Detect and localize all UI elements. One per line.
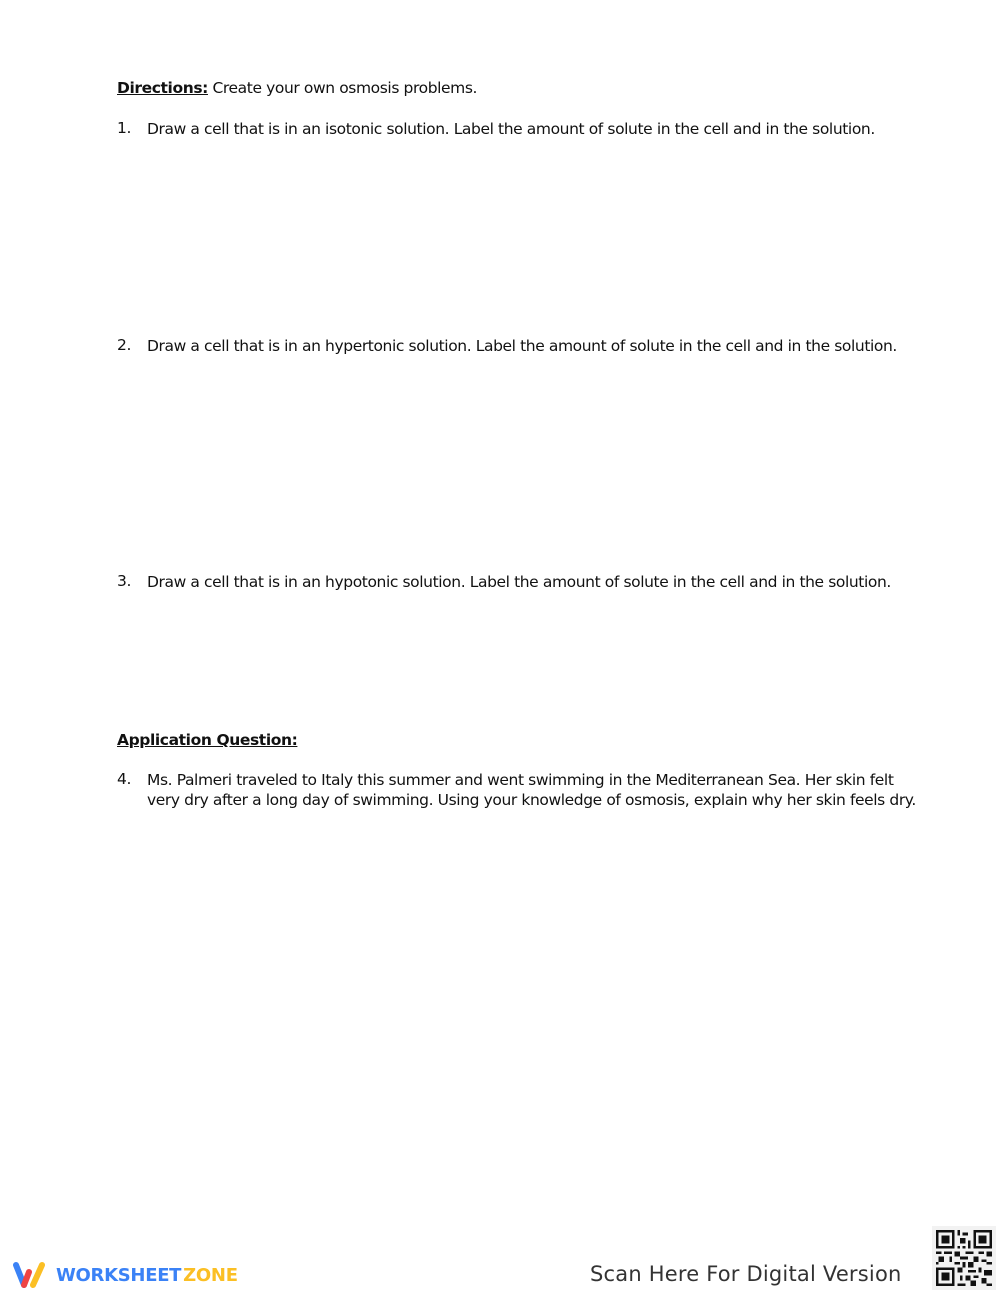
question-text: Draw a cell that is in an isotonic solution. Label the amount of solute in the cell and in the solution. — [147, 120, 875, 138]
brand-logo — [12, 1258, 238, 1292]
application-heading: Application Question: — [117, 731, 298, 749]
qr-code-icon[interactable] — [932, 1226, 996, 1290]
directions-text: Create your own osmosis problems. — [207, 79, 478, 97]
brand-name-part2: ZONE — [183, 1264, 238, 1286]
question-number: 3. — [117, 572, 131, 590]
question-number: 2. — [117, 336, 131, 354]
directions-label: Directions: — [117, 79, 208, 97]
scan-text: Scan Here For Digital Version — [590, 1262, 902, 1286]
brand-name-part1: WORKSHEET — [56, 1264, 182, 1286]
question-number: 1. — [117, 119, 131, 137]
question-text: Ms. Palmeri traveled to Italy this summer and went swimming in the Mediterranean Sea. Her skin felt very dry after a long day of swimming. Using your knowledge of osmosis, explain why her skin feels dry. — [147, 771, 916, 809]
worksheetzone-logo-icon — [12, 1260, 48, 1290]
question-text: Draw a cell that is in an hypotonic solution. Label the amount of solute in the cell and in the solution. — [147, 573, 891, 591]
question-text: Draw a cell that is in an hypertonic solution. Label the amount of solute in the cell and in the solution. — [147, 337, 897, 355]
question-number: 4. — [117, 770, 131, 788]
directions — [117, 79, 477, 97]
